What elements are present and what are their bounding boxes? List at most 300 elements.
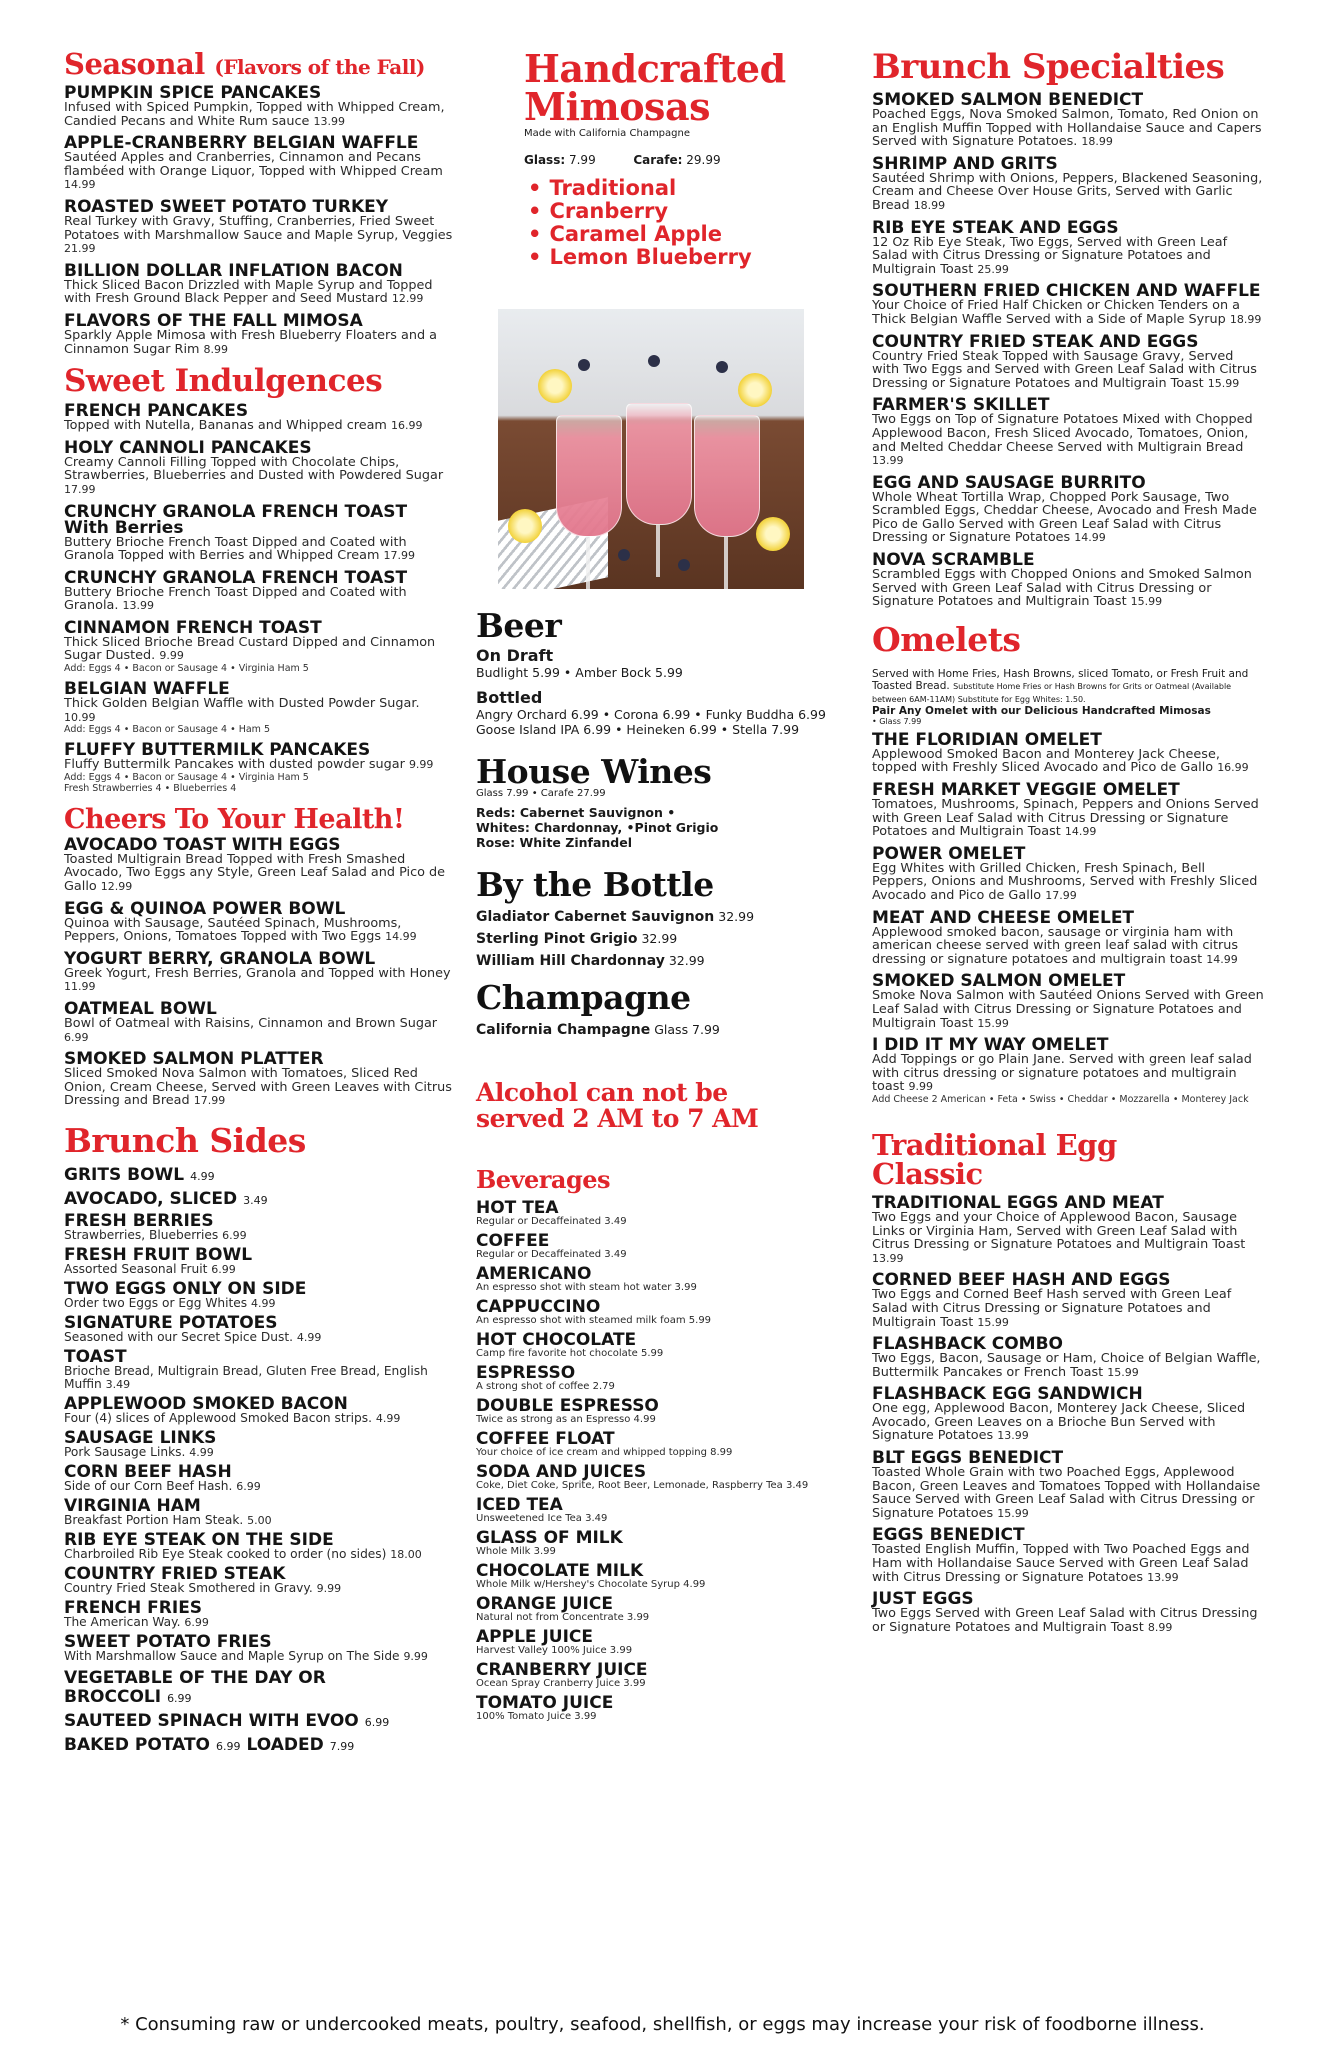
item-price: 8.99 — [203, 342, 229, 356]
item-description — [64, 697, 454, 724]
beverage-name: COFFEE — [476, 1231, 550, 1251]
beverage-name: ESPRESSO — [476, 1363, 576, 1383]
beer-title: Beer — [476, 606, 562, 645]
wines-reds: Reds: Cabernet Sauvignon • — [476, 805, 676, 820]
item-name: BAKED POTATO — [64, 1734, 211, 1755]
item-description — [872, 1402, 1264, 1443]
item-name: CINNAMON FRENCH TOAST — [64, 617, 322, 638]
item-description — [64, 1017, 454, 1044]
glass-shape — [626, 403, 692, 525]
menu-item — [872, 92, 1264, 149]
item-price: 8.99 — [1147, 1620, 1173, 1634]
blueberry-icon — [678, 559, 690, 571]
item-price: 4.99 — [296, 1330, 322, 1344]
item-description — [64, 1514, 454, 1527]
item-description — [872, 862, 1264, 903]
item-name: PUMPKIN SPICE PANCAKES — [64, 83, 322, 103]
menu-item — [64, 1461, 454, 1493]
item-name: SAUTEED SPINACH WITH EVOO — [64, 1710, 359, 1731]
beverage-description: Unsweetened Ice Tea 3.49 — [476, 1513, 608, 1524]
mimosas-prices: Glass: 7.99 Carafe: 29.99 — [524, 153, 721, 167]
item-description-text: 12 Oz Rib Eye Steak, Two Eggs, Served with Green Leaf Salad with Citrus Dressing or Signature Potatoes and Multigrain Toast — [872, 234, 1228, 277]
menu-item — [64, 1210, 454, 1242]
item-price: 15.99 — [977, 1315, 1009, 1329]
item-description — [64, 636, 454, 663]
beverage-name: SODA AND JUICES — [476, 1462, 647, 1482]
item-description — [64, 151, 454, 192]
menu-item — [64, 196, 454, 256]
item-description-text: Thick Golden Belgian Waffle with Dusted Powder Sugar. — [64, 696, 420, 712]
item-price: 9.99 — [408, 758, 434, 772]
item-description — [64, 1331, 454, 1344]
item-name: TOAST — [64, 1346, 127, 1367]
item-name: HOLY CANNOLI PANCAKES — [64, 437, 312, 458]
beverage-item — [476, 1365, 858, 1392]
item-description-text: One egg, Applewood Bacon, Monterey Jack Cheese, Sliced Avocado, Green Leaves on a Brioche Bun Served with Signature Potatoes — [872, 1401, 1246, 1444]
item-price: 5.00 — [247, 1513, 272, 1527]
item-price: 9.99 — [908, 1080, 933, 1094]
item-price: 13.99 — [122, 599, 155, 613]
menu-item — [64, 1529, 454, 1561]
menu-item — [872, 907, 1264, 967]
item-description-text: Thick Sliced Bacon Drizzled with Maple Syrup and Topped with Fresh Ground Black Pepper and Seed Mustard — [64, 277, 433, 307]
item-description — [872, 172, 1264, 213]
item-price: 4.99 — [189, 1445, 214, 1459]
item-name: EGG & QUINOA POWER BOWL — [64, 898, 346, 919]
beverage-item — [476, 1695, 858, 1722]
menu-item — [64, 567, 454, 614]
item-description-text: Topped with Nutella, Bananas and Whipped cream — [64, 418, 387, 434]
item-name: SMOKED SALMON PLATTER — [64, 1049, 324, 1070]
glass-shape — [694, 415, 760, 537]
menu-item — [64, 1597, 454, 1629]
right-column — [872, 47, 1264, 1641]
omelets-pair: Pair Any Omelet with our Delicious Handcrafted Mimosas — [872, 704, 1211, 717]
item-description — [872, 748, 1264, 775]
item-description — [872, 926, 1264, 967]
menu-item — [872, 472, 1264, 546]
item-name: FLASHBACK COMBO — [872, 1334, 1064, 1355]
item-price: 9.99 — [159, 649, 184, 663]
sides-list — [64, 1165, 454, 1754]
item-price: 4.99 — [190, 1169, 215, 1183]
item-name: YOGURT BERRY, GRANOLA BOWL — [64, 948, 376, 969]
item-description — [64, 1263, 454, 1276]
item-description-text: Two Eggs and your Choice of Applewood Bacon, Sausage Links or Virginia Ham, Served with Green Leaf Salad with Citrus Dressing or Signature Potatoes and Multigrain Toast — [872, 1209, 1246, 1253]
item-description — [64, 101, 454, 128]
item-name: CORNED BEEF HASH AND EGGS — [872, 1270, 1171, 1291]
item-description — [872, 1288, 1264, 1329]
item-description-text: Egg Whites with Grilled Chicken, Fresh Spinach, Bell Peppers, Onions and Mushrooms, Served with Freshly Sliced Avocado and Pico de Gallo — [872, 860, 1258, 903]
item-description — [872, 1053, 1264, 1094]
sweet-list — [64, 403, 454, 794]
menu-item — [64, 501, 454, 564]
wines-title: House Wines — [476, 752, 712, 791]
item-description-text: Two Eggs on Top of Signature Potatoes Mixed with Chopped Applewood Bacon, Fresh Sliced Avocado, Tomatoes, Onion, and Melted Cheddar Cheese Served with Multigrain Bread — [872, 412, 1253, 455]
beverage-description: Ocean Spray Cranberry Juice 3.99 — [476, 1678, 646, 1689]
menu-item — [872, 283, 1264, 326]
item-price: 9.99 — [316, 1581, 342, 1595]
bottle-list — [476, 909, 858, 969]
item-price: 14.99 — [1064, 825, 1097, 839]
item-name: CORN BEEF HASH — [64, 1461, 232, 1482]
beverage-item — [476, 1398, 858, 1425]
menu-item — [64, 948, 454, 994]
item-description-text: Four (4) slices of Applewood Smoked Bacon strips. — [64, 1410, 372, 1425]
item-description-text: Quinoa with Sausage, Sautéed Spinach, Mushrooms, Peppers, Onions, Tomatoes Topped with Two Eggs — [64, 915, 402, 945]
item-description-text: Charbroiled Rib Eye Steak cooked to order (no sides) — [64, 1546, 387, 1561]
mimosa-flavor-list — [528, 177, 858, 269]
bottle-name: Gladiator Cabernet Sauvignon — [476, 909, 715, 925]
item-description-text: With Marshmallow Sauce and Maple Syrup on The Side — [64, 1648, 400, 1663]
menu-item — [64, 135, 454, 192]
beverage-item — [476, 1497, 858, 1524]
beverage-name: CHOCOLATE MILK — [476, 1561, 644, 1581]
beverage-name: HOT CHOCOLATE — [476, 1330, 637, 1350]
item-description — [872, 299, 1264, 326]
traditional-list — [872, 1192, 1264, 1635]
item-price: 18.99 — [1081, 135, 1113, 149]
menu-item — [64, 1312, 454, 1344]
beverage-description: Harvest Valley 100% Juice 3.99 — [476, 1645, 633, 1656]
item-description-text: Two Eggs and Corned Beef Hash served with Green Leaf Salad with Citrus Dressing or Signature Potatoes and Multigrain Toast — [872, 1287, 1232, 1330]
item-description-text: Toasted Multigrain Bread Topped with Fresh Smashed Avocado, Two Eggs any Style, Green Leaf Salad and Pico de Gallo — [64, 851, 446, 895]
menu-item — [64, 310, 454, 357]
item-name: BILLION DOLLAR INFLATION BACON — [64, 260, 403, 281]
item-price: 3.49 — [243, 1193, 268, 1207]
item-description-text: Buttery Brioche French Toast Dipped and Coated with Granola. — [64, 584, 407, 614]
menu-item — [872, 1037, 1264, 1105]
item-price: 6.99 — [216, 1739, 241, 1753]
item-description-text: Side of our Corn Beef Hash. — [64, 1478, 233, 1493]
beverage-item — [476, 1266, 858, 1293]
item-price: 18.99 — [913, 198, 946, 212]
mimosas-subtitle: Made with California Champagne — [524, 128, 690, 139]
mimosa-photo — [498, 309, 804, 589]
beverage-description: An espresso shot with steam hot water 3.99 — [476, 1282, 697, 1293]
bottle-price: 32.99 — [668, 953, 705, 968]
item-description — [64, 329, 454, 356]
item-name: VIRGINIA HAM — [64, 1495, 201, 1516]
item-price: 18.00 — [390, 1547, 422, 1561]
item-price: 6.99 — [222, 1228, 247, 1242]
beverage-item — [476, 1530, 858, 1557]
bottle-item — [476, 909, 858, 925]
omelets-pair-price: • Glass 7.99 — [872, 716, 922, 726]
menu-item — [64, 742, 454, 794]
item-price: 13.99 — [997, 1429, 1029, 1443]
item-description-text: Sparkly Apple Mimosa with Fresh Blueberry Floaters and a Cinnamon Sugar Rim — [64, 327, 437, 357]
item-name: SWEET POTATO FRIES — [64, 1631, 272, 1652]
item-description — [872, 568, 1264, 609]
menu-item — [64, 1165, 454, 1184]
mimosas-title: Handcrafted Mimosas — [524, 46, 786, 129]
item-description — [872, 1466, 1264, 1520]
item-description — [872, 1607, 1264, 1634]
lemon-slice-icon — [508, 509, 542, 543]
item-price: 4.99 — [375, 1411, 401, 1425]
item-description-text: Fluffy Buttermilk Pancakes with dusted powder sugar — [64, 757, 405, 773]
menu-item — [872, 1386, 1264, 1443]
beverage-description: Whole Milk 3.99 — [476, 1546, 556, 1557]
wines-prices: Glass 7.99 • Carafe 27.99 — [476, 788, 606, 799]
menu-item — [872, 1527, 1264, 1584]
menu-item — [64, 260, 454, 307]
menu-item — [64, 1563, 454, 1595]
item-description — [64, 917, 454, 944]
item-description — [64, 1067, 454, 1108]
menu-item — [64, 1346, 454, 1391]
item-name: GRITS BOWL — [64, 1164, 185, 1185]
item-description — [872, 1211, 1264, 1265]
item-price: 17.99 — [193, 1094, 226, 1108]
beverage-item — [476, 1563, 858, 1590]
bottled-heading: Bottled — [476, 688, 543, 707]
item-name: SMOKED SALMON BENEDICT — [872, 90, 1144, 110]
beverage-description: Coke, Diet Coke, Sprite, Root Beer, Lemonade, Raspberry Tea 3.49 — [476, 1480, 809, 1491]
item-price: 12.99 — [100, 880, 133, 894]
item-name: ROASTED SWEET POTATO TURKEY — [64, 196, 389, 217]
menu-item — [64, 834, 454, 895]
bottle-name: William Hill Chardonnay — [476, 953, 665, 969]
menu-item — [64, 1001, 454, 1044]
beverage-description: Whole Milk w/Hershey's Chocolate Syrup 4.99 — [476, 1579, 706, 1590]
bottle-price: 32.99 — [718, 909, 755, 924]
blueberry-icon — [648, 355, 660, 367]
item-price: 4.99 — [251, 1296, 276, 1310]
item-name: THE FLORIDIAN OMELET — [872, 729, 1102, 750]
item-name: BELGIAN WAFFLE — [64, 679, 230, 700]
menu-item — [64, 1427, 454, 1459]
draft-list: Budlight 5.99 • Amber Bock 5.99 — [476, 665, 683, 680]
item-name: FLUFFY BUTTERMILK PANCAKES — [64, 740, 371, 761]
glass-shape — [556, 415, 622, 537]
item-description — [872, 108, 1264, 149]
menu-item — [872, 1272, 1264, 1329]
item-description — [64, 1480, 454, 1493]
cheers-title: Cheers To Your Health! — [64, 803, 405, 835]
item-price: 13.99 — [1147, 1570, 1179, 1584]
item-description-text: The American Way. — [64, 1614, 181, 1629]
bottle-price: 32.99 — [641, 931, 678, 946]
beverage-description: An espresso shot with steamed milk foam 5.99 — [476, 1315, 712, 1326]
item-price: 6.99 — [364, 1715, 390, 1729]
item-name: SAUSAGE LINKS — [64, 1427, 217, 1448]
glass-stem — [656, 525, 660, 577]
item-description-text: Pork Sausage Links. — [64, 1444, 186, 1459]
menu-item — [872, 397, 1264, 467]
item-description-text: Brioche Bread, Multigrain Bread, Gluten Free Bread, English Muffin — [64, 1363, 428, 1391]
menu-item — [64, 617, 454, 675]
item-description — [872, 989, 1264, 1030]
item-price: 10.99 — [64, 710, 96, 724]
mimosa-flavor: • Lemon Blueberry — [528, 246, 858, 269]
item-description-text: Buttery Brioche French Toast Dipped and Coated with Granola Topped with Berries and Whipped Cream — [64, 534, 407, 564]
menu-item — [872, 782, 1264, 839]
item-price: 13.99 — [872, 454, 904, 468]
menu-item — [64, 1631, 454, 1663]
item-addons: Add Cheese 2 American • Feta • Swiss • Cheddar • Mozzarella • Monterey Jack — [872, 1093, 1249, 1105]
menu-item — [872, 331, 1264, 391]
item-description — [64, 1650, 454, 1663]
menu-item — [872, 1591, 1264, 1634]
beverage-item — [476, 1629, 858, 1656]
beverage-description: Natural not from Concentrate 3.99 — [476, 1612, 650, 1623]
menu-item — [64, 1393, 454, 1425]
item-description — [64, 586, 454, 613]
item-name: FLAVORS OF THE FALL MIMOSA — [64, 310, 363, 331]
beverage-name: ORANGE JUICE — [476, 1594, 613, 1614]
item-price: 15.99 — [1107, 1365, 1139, 1379]
item-description-text: Sautéed Apples and Cranberries, Cinnamon and Pecans flambéed with Orange Liquor, Topped with Whipped Cream — [64, 150, 443, 179]
item-price: 12.99 — [391, 292, 424, 306]
item-name: AVOCADO TOAST WITH EGGS — [64, 834, 341, 855]
lemon-slice-icon — [738, 373, 772, 407]
blueberry-icon — [716, 361, 728, 373]
beverages-title: Beverages — [476, 1165, 611, 1194]
menu-item — [872, 973, 1264, 1030]
omelets-list — [872, 729, 1264, 1105]
menu-item — [872, 552, 1264, 609]
mimosa-flavor: • Traditional — [528, 177, 858, 200]
item-description — [64, 1297, 454, 1310]
foodborne-disclaimer: * Consuming raw or undercooked meats, poultry, seafood, shellfish, or eggs may increase your risk of foodborne illness. — [120, 2014, 1205, 2035]
traditional-title: Traditional Egg Classic — [872, 1127, 1117, 1191]
item-name: COUNTRY FRIED STEAK — [64, 1563, 286, 1584]
item-price: 15.99 — [1130, 595, 1163, 609]
item-description — [64, 1229, 454, 1242]
item-description-text: Scrambled Eggs with Chopped Onions and Smoked Salmon Served with Green Leaf Salad with Citrus Dressing or Signature Potatoes and Multigrain Toast — [872, 567, 1252, 610]
item-addons: Add: Eggs 4 • Bacon or Sausage 4 • Virginia Ham 5 Fresh Strawberries 4 • Blueberries 4 — [64, 771, 309, 794]
draft-heading: On Draft — [476, 646, 554, 665]
bottled-list-1: Angry Orchard 6.99 • Corona 6.99 • Funky Buddha 6.99 — [476, 707, 826, 722]
menu-item — [872, 843, 1264, 903]
item-description — [64, 1412, 454, 1425]
item-name: SOUTHERN FRIED CHICKEN AND WAFFLE — [872, 281, 1261, 302]
item-description — [64, 419, 454, 433]
item-description-text: Creamy Cannoli Filling Topped with Chocolate Chips, Strawberries, Blueberries and Dusted with Powdered Sugar — [64, 454, 444, 484]
menu-item — [872, 217, 1264, 277]
item-price: 16.99 — [1217, 761, 1249, 775]
beverage-description: Camp fire favorite hot chocolate 5.99 — [476, 1348, 664, 1359]
champagne-title: Champagne — [476, 978, 691, 1017]
menu-item — [872, 729, 1264, 776]
item-price: 6.99 — [64, 1030, 89, 1044]
item-description-text: Greek Yogurt, Fresh Berries, Granola and Topped with Honey — [64, 965, 451, 981]
item-description — [872, 350, 1264, 391]
item-description-text: Assorted Seasonal Fruit — [64, 1261, 208, 1276]
menu-item — [64, 437, 454, 497]
alcohol-notice: Alcohol can not be served 2 AM to 7 AM — [476, 1078, 759, 1133]
omelets-title: Omelets — [872, 619, 1021, 659]
item-price: 16.99 — [390, 419, 423, 433]
item-description-text: Toasted English Muffin, Topped with Two Poached Eggs and Ham with Hollandaise Sauce Served with Green Leaf Salad with Citrus Dressing or Signature Potatoes — [872, 1542, 1250, 1585]
menu-item — [64, 1278, 454, 1310]
item-description — [872, 1543, 1264, 1584]
item-description — [64, 1548, 454, 1561]
item-description-text: Add Toppings or go Plain Jane. Served with green leaf salad with citrus dressing or signature potatoes and multigrain toast — [872, 1052, 1252, 1095]
item-price: 14.99 — [1074, 531, 1106, 545]
item-description — [64, 536, 454, 563]
item-name: AVOCADO, SLICED — [64, 1188, 238, 1209]
item-price: 9.99 — [403, 1649, 428, 1663]
item-price: 21.99 — [64, 242, 96, 256]
item-name: FRESH BERRIES — [64, 1210, 214, 1231]
item-description-text: Sliced Smoked Nova Salmon with Tomatoes, Sliced Red Onion, Cream Cheese, Served with Green Leaves with Citrus Dressing and Bread — [64, 1066, 452, 1109]
item-description-text: Thick Sliced Brioche Bread Custard Dipped and Cinnamon Sugar Dusted. — [64, 634, 436, 664]
beverage-item — [476, 1332, 858, 1359]
bottled-list-2: Goose Island IPA 6.99 • Heineken 6.99 • Stella 7.99 — [476, 722, 800, 737]
item-description-text: Smoke Nova Salmon with Sautéed Onions Served with Green Leaf Salad with Citrus Dressing or Signature Potatoes and Multigrain Toast — [872, 988, 1264, 1031]
beverage-name: APPLE JUICE — [476, 1627, 593, 1647]
specialties-title: Brunch Specialties — [872, 47, 1225, 87]
item-name: BLT EGGS BENEDICT — [872, 1448, 1064, 1469]
item-description-text: Country Fried Steak Topped with Sausage Gravy, Served with Two Eggs and Served with Green Leaf Salad with Citrus Dressing or Signature Potatoes and Multigrain Toast — [872, 348, 1257, 391]
beverage-name: TOMATO JUICE — [476, 1693, 614, 1713]
item-description — [872, 1352, 1264, 1379]
wines-whites: Whites: Chardonnay, •Pinot Grigio — [476, 820, 719, 835]
item-name: EGG AND SAUSAGE BURRITO — [872, 472, 1146, 493]
beverage-name: CAPPUCCINO — [476, 1297, 601, 1317]
cheers-list — [64, 834, 454, 1109]
item-price: 11.99 — [64, 980, 96, 994]
item-price: 17.99 — [1045, 889, 1077, 902]
glass-stem — [724, 537, 728, 589]
lemon-slice-icon — [538, 369, 572, 403]
item-description-text: Applewood Smoked Bacon and Monterey Jack Cheese, topped with Freshly Sliced Avocado and Pico de Gallo — [872, 746, 1220, 776]
item-name: MEAT AND CHEESE OMELET — [872, 907, 1135, 928]
item-price: 15.99 — [977, 1016, 1009, 1030]
item-addons: Add: Eggs 4 • Bacon or Sausage 4 • Ham 5 — [64, 724, 270, 736]
beverage-item — [476, 1596, 858, 1623]
item-price: 6.99 — [211, 1262, 236, 1276]
item-name: APPLE-CRANBERRY BELGIAN WAFFLE — [64, 133, 419, 154]
menu-item — [64, 85, 454, 128]
menu-item — [872, 153, 1264, 213]
sides-title: Brunch Sides — [64, 1120, 306, 1160]
beverage-description: A strong shot of coffee 2.79 — [476, 1381, 615, 1392]
item-price: 15.99 — [1207, 376, 1240, 390]
beverage-description: Your choice of ice cream and whipped topping 8.99 — [476, 1447, 733, 1458]
item-name: FARMER'S SKILLET — [872, 395, 1050, 416]
item-name: SHRIMP AND GRITS — [872, 153, 1058, 174]
item-description — [64, 279, 454, 306]
item-name: RIB EYE STEAK AND EGGS — [872, 217, 1119, 238]
item-description — [64, 967, 454, 994]
beverage-name: AMERICANO — [476, 1264, 592, 1284]
menu-item — [872, 1450, 1264, 1520]
item-price: 17.99 — [383, 549, 415, 563]
item-name: FRENCH FRIES — [64, 1597, 203, 1618]
menu-item — [64, 1735, 454, 1754]
item-description — [872, 413, 1264, 467]
item-description — [64, 1616, 454, 1629]
item-name: FRESH MARKET VEGGIE OMELET — [872, 780, 1180, 801]
menu-item — [64, 1495, 454, 1527]
beverage-item — [476, 1233, 858, 1260]
beverage-description: Twice as strong as an Espresso 4.99 — [476, 1414, 656, 1425]
item-price: 6.99 — [236, 1479, 261, 1493]
item-name: RIB EYE STEAK ON THE SIDE — [64, 1529, 334, 1550]
item-description-text: Sautéed Shrimp with Onions, Peppers, Blackened Seasoning, Cream and Cheese Over House Grits, Served with Garlic Bread — [872, 170, 1263, 213]
blueberry-icon — [578, 359, 590, 371]
sweet-title: Sweet Indulgences — [64, 363, 383, 400]
item-price: 14.99 — [64, 178, 96, 192]
menu-item — [64, 403, 454, 433]
omelets-intro: Served with Home Fries, Hash Browns, sliced Tomato, or Fresh Fruit and Toasted Bread. Substitute Home Fries or Hash Browns for Grits or Oatmeal (Available between 6AM-11AM) Substitute for Egg Whites: 1.50. — [872, 667, 1249, 704]
item-description-text: Bowl of Oatmeal with Raisins, Cinnamon and Brown Sugar — [64, 1016, 438, 1031]
menu-item — [64, 1051, 454, 1108]
